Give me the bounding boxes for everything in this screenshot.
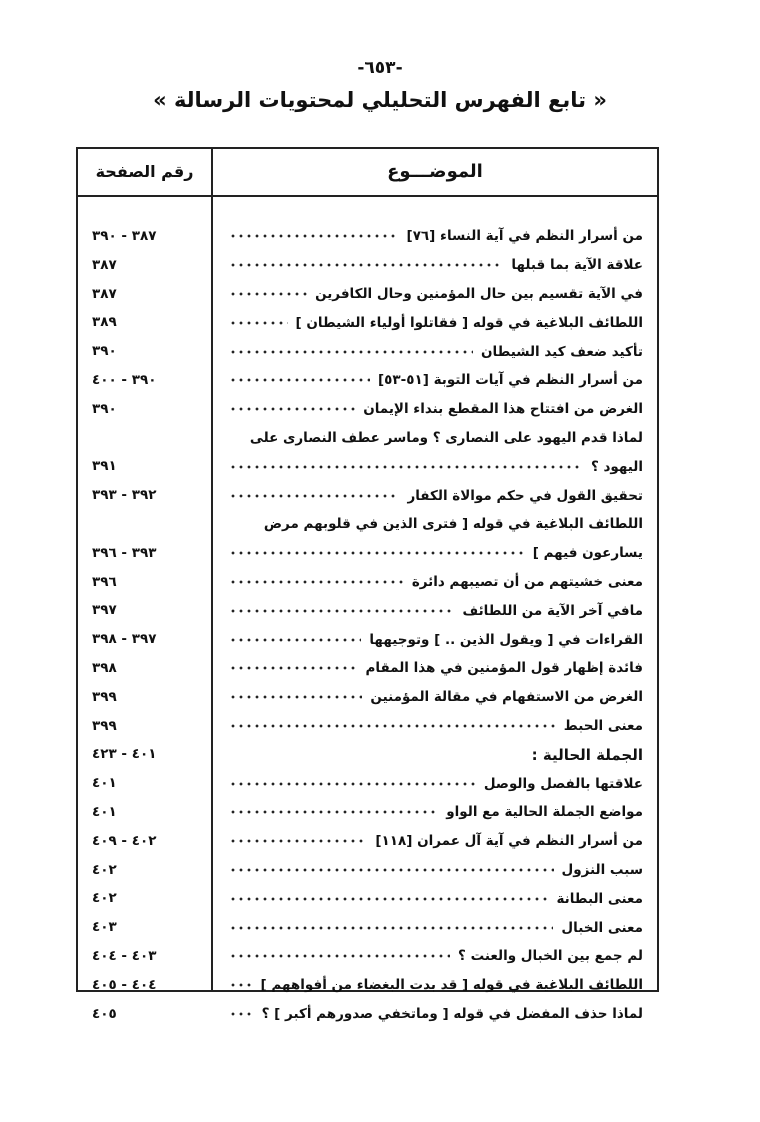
toc-row-page: ٣٩٦ — [92, 573, 117, 590]
toc-row-entry — [229, 280, 643, 309]
toc-row-entry — [229, 481, 643, 510]
toc-row-entry — [229, 856, 643, 885]
toc-row — [78, 395, 657, 424]
toc-row — [78, 654, 657, 683]
toc-row-text: معنى خشيتهم من أن تصيبهم دائرة — [411, 573, 643, 590]
toc-row-entry — [229, 740, 643, 769]
dot-leader — [229, 1012, 254, 1016]
toc-row-text: مواضع الجملة الحالية مع الواو — [446, 804, 643, 821]
toc-rows — [78, 222, 657, 1028]
toc-row-text: اللطائف البلاغية في قوله [ فقاتلوا أولياء الشيطان ] — [295, 314, 643, 331]
dot-leader — [229, 638, 361, 642]
toc-row-entry — [229, 683, 643, 712]
toc-row-entry — [229, 452, 643, 481]
dot-leader — [229, 580, 404, 584]
toc-row — [78, 712, 657, 741]
page-title: « تابع الفهرس التحليلي لمحتويات الرسالة » — [153, 88, 607, 112]
page-number: -٦٥٣- — [357, 58, 403, 78]
toc-row — [78, 452, 657, 481]
toc-row-page: ٤٠١ — [92, 803, 117, 820]
dot-leader — [229, 954, 450, 958]
toc-row-entry — [229, 942, 643, 971]
toc-row — [78, 942, 657, 971]
toc-row-page: ٣٩٣ - ٣٩٦ — [92, 544, 157, 561]
toc-row — [78, 596, 657, 625]
toc-row-page: ٣٩٠ - ٤٠٠ — [92, 371, 157, 388]
toc-row-text: معنى الحبط — [563, 717, 643, 734]
toc-row-text: اليهود ؟ — [590, 458, 643, 475]
toc-row-text: معنى البطانة — [556, 890, 643, 907]
toc-row-page: ٣٩٢ - ٣٩٣ — [92, 487, 157, 504]
toc-row — [78, 827, 657, 856]
toc-row — [78, 769, 657, 798]
toc-row — [78, 424, 657, 453]
toc-row-page: ٤٠٣ - ٤٠٤ — [92, 947, 157, 964]
toc-row-text: اللطائف البلاغية في قوله [ فترى الذين في قلوبهم مرض — [263, 516, 643, 533]
dot-leader — [229, 292, 307, 296]
header-page-number: رقم الصفحة — [95, 162, 194, 181]
dot-leader — [229, 983, 253, 987]
toc-row — [78, 683, 657, 712]
toc-row-page: ٣٩٠ — [92, 343, 117, 360]
toc-row-text: تأكيد ضعف كيد الشيطان — [481, 343, 643, 360]
toc-row-entry — [229, 884, 643, 913]
toc-row — [78, 971, 657, 1000]
dot-leader — [229, 234, 399, 238]
toc-row-entry — [229, 596, 643, 625]
dot-leader — [229, 666, 357, 670]
toc-row — [78, 884, 657, 913]
toc-row-page: ٤٠٢ - ٤٠٩ — [92, 832, 157, 849]
toc-row-page — [78, 510, 211, 539]
dot-leader — [229, 551, 525, 555]
toc-row-entry — [229, 539, 643, 568]
toc-row-page: ٣٩٩ — [92, 717, 117, 734]
toc-row — [78, 337, 657, 366]
toc-row-page: ٤٠٥ — [92, 1005, 117, 1022]
dot-leader — [229, 465, 583, 469]
section-heading: الجملة الحالية : — [531, 745, 643, 764]
toc-row-page: ٣٩٩ — [92, 688, 117, 705]
toc-row-text: علاقة الآية بما قبلها — [511, 257, 643, 274]
toc-row-entry — [229, 798, 643, 827]
toc-row-entry — [229, 308, 643, 337]
toc-row-text: سبب النزول — [561, 861, 643, 878]
toc-row-text: معنى الخبال — [561, 919, 643, 936]
toc-row-entry — [229, 712, 643, 741]
toc-row-page: ٣٨٧ - ٣٩٠ — [92, 228, 157, 244]
toc-row-entry — [229, 827, 643, 856]
toc-row — [78, 856, 657, 885]
toc-row-entry — [229, 625, 643, 654]
toc-row-page: ٣٩٨ — [92, 659, 117, 676]
toc-row-page: ٣٨٩ — [92, 314, 117, 331]
toc-row-text: يسارعون فيهم ] — [532, 545, 643, 562]
toc-row-text: في الآية تقسيم بين حال المؤمنين وحال الكافرين — [315, 285, 643, 302]
toc-row — [78, 366, 657, 395]
toc-row-text: لم جمع بين الخبال والعنت ؟ — [458, 948, 643, 965]
toc-row-text: فائدة إظهار قول المؤمنين في هذا المقام — [365, 660, 643, 677]
toc-row-entry — [229, 769, 643, 798]
toc-row-page: ٣٩١ — [92, 458, 117, 475]
dot-leader — [229, 897, 548, 901]
toc-row-text: من أسرار النظم في آية النساء [٧٦] — [406, 228, 643, 245]
toc-row — [78, 280, 657, 309]
header-divider — [78, 195, 657, 197]
toc-row — [78, 308, 657, 337]
toc-row — [78, 222, 657, 251]
toc-row-text: مافي آخر الآية من اللطائف — [462, 602, 643, 619]
toc-row — [78, 539, 657, 568]
dot-leader — [229, 321, 288, 325]
toc-row-entry — [229, 1000, 643, 1029]
toc-row-text: من أسرار النظم في آية آل عمران [١١٨] — [375, 833, 643, 850]
dot-leader — [229, 609, 455, 613]
toc-row-page: ٤٠٤ - ٤٠٥ — [92, 976, 157, 993]
toc-row-page: ٣٨٧ — [92, 285, 117, 302]
toc-row-text: القراءات في [ ويقول الذين .. ] وتوجيهها — [369, 631, 643, 648]
toc-row — [78, 1000, 657, 1029]
toc-row-text: لماذا قدم اليهود على النصارى ؟ وماسر عطف النصارى على — [249, 429, 643, 446]
toc-table — [76, 147, 659, 1022]
toc-row-text: اللطائف البلاغية في قوله [ قد بدت البغضاء من أفواههم ] — [260, 977, 643, 994]
dot-leader — [229, 724, 556, 728]
dot-leader — [229, 868, 554, 872]
toc-row-page: ٤٠١ — [92, 775, 117, 792]
dot-leader — [229, 926, 553, 930]
toc-row — [78, 740, 657, 769]
dot-leader — [229, 378, 370, 382]
toc-row-text: من أسرار النظم في آيات التوبة [٥١-٥٣] — [377, 372, 643, 389]
toc-row-text: لماذا حذف المفضل في قوله [ وماتخفي صدورهم أكبر ] ؟ — [261, 1005, 643, 1022]
dot-leader — [229, 839, 367, 843]
dot-leader — [229, 782, 476, 786]
dot-leader — [229, 263, 503, 267]
toc-row-entry — [229, 568, 643, 597]
toc-row — [78, 251, 657, 280]
toc-row-page: ٣٩٧ - ٣٩٨ — [92, 631, 157, 648]
dot-leader — [229, 407, 355, 411]
toc-row — [78, 568, 657, 597]
toc-row — [78, 798, 657, 827]
toc-row — [78, 510, 657, 539]
dot-leader — [229, 810, 438, 814]
toc-row-entry — [229, 366, 643, 395]
toc-row-text: تحقيق القول في حكم موالاة الكفار — [407, 487, 643, 504]
toc-row-entry — [229, 913, 643, 942]
toc-row-page: ٤٠٢ — [92, 890, 117, 907]
toc-row-page: ٣٨٧ — [92, 256, 117, 273]
dot-leader — [229, 494, 399, 498]
toc-row-text: الغرض من افتتاح هذا المقطع بنداء الإيمان — [363, 401, 643, 418]
toc-row-page: ٤٠٢ — [92, 861, 117, 878]
toc-row-page: ٤٠٣ — [92, 919, 117, 936]
toc-row-text: الغرض من الاستفهام في مقالة المؤمنين — [370, 689, 643, 706]
toc-row-page — [78, 424, 211, 453]
toc-row — [78, 913, 657, 942]
toc-row — [78, 481, 657, 510]
toc-row-entry — [229, 971, 643, 1000]
toc-row-entry — [229, 222, 643, 251]
toc-row-entry — [229, 510, 643, 539]
toc-row-entry — [229, 424, 643, 453]
header-subject: الموضـــوع — [387, 161, 483, 182]
toc-row-page: ٤٠١ - ٤٢٣ — [92, 746, 157, 763]
toc-row-text: علاقتها بالفصل والوصل — [483, 775, 643, 792]
toc-row-entry — [229, 251, 643, 280]
toc-row-entry — [229, 337, 643, 366]
toc-row-page: ٣٩٧ — [92, 602, 117, 619]
dot-leader — [229, 695, 362, 699]
dot-leader — [229, 350, 473, 354]
toc-row — [78, 625, 657, 654]
toc-row-entry — [229, 654, 643, 683]
toc-row-page: ٣٩٠ — [92, 400, 117, 417]
toc-row-entry — [229, 395, 643, 424]
